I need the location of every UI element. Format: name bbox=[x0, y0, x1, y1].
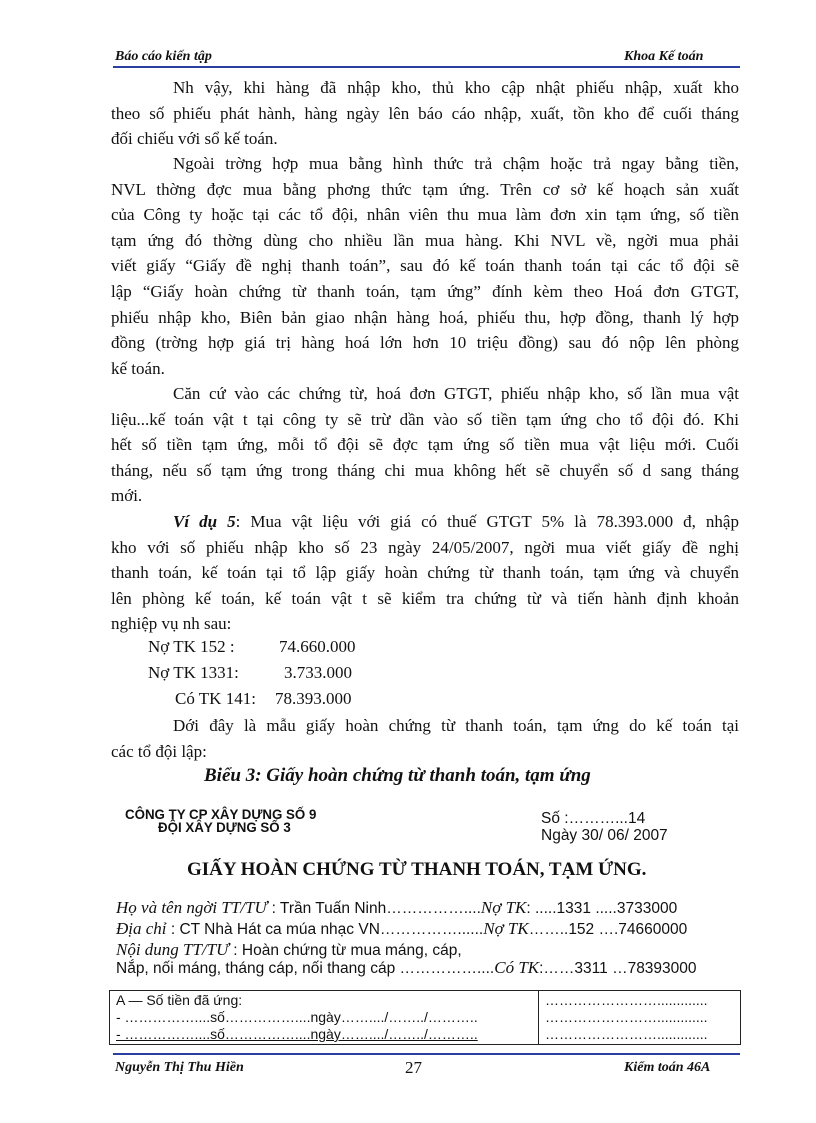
text-line: kho với số phiếu nhập kho số 23 ngày 24/05/2007, ngời mua viết giấy đề nghị bbox=[111, 537, 739, 557]
account-label: Nợ TK bbox=[480, 898, 527, 917]
text-line bbox=[111, 509, 739, 535]
account-value: :……3311 …78393000 bbox=[539, 960, 697, 977]
footer-author: Nguyễn Thị Thu Hiền bbox=[115, 1060, 244, 1075]
address-line bbox=[116, 919, 687, 939]
table-row bbox=[110, 991, 741, 1045]
field-label: Địa chỉ bbox=[116, 919, 167, 938]
page-number: 27 bbox=[405, 1058, 422, 1077]
entry-account: Nợ TK 1331: bbox=[148, 663, 239, 682]
text-line: Nh vậy, khi hàng đã nhập kho, thủ kho cập nhật phiếu nhập, xuất kho bbox=[173, 78, 739, 97]
text-line: hết số tiền tạm ứng, mỗi tổ đội sẽ đợc tạm ứng số tiền mua vật liệu mới. Cuối bbox=[111, 435, 739, 455]
account-label: Nợ TK bbox=[483, 919, 529, 938]
example-label: Ví dụ 5 bbox=[173, 512, 236, 531]
example-first-line: : Mua vật liệu với giá có thuế GTGT 5% là 78.393.000 đ, nhập bbox=[235, 512, 739, 531]
text-line: Căn cứ vào các chứng từ, hoá đơn GTGT, phiếu nhập kho, số lần mua vật bbox=[173, 384, 739, 403]
table-line: - ……………....số……………....ngày……..../……../……….. bbox=[116, 1026, 478, 1042]
field-value: : CT Nhà Hát ca múa nhạc VN……………...... bbox=[166, 921, 484, 938]
account-value: ……..152 ….74660000 bbox=[528, 921, 688, 938]
paragraph-2 bbox=[111, 151, 739, 381]
account-label: Có TK bbox=[494, 958, 540, 977]
form-title: GIẤY HOÀN CHỨNG TỪ THANH TOÁN, TẠM ỨNG. bbox=[187, 859, 647, 880]
section-title: Biểu 3: Giấy hoàn chứng từ thanh toán, tạm ứng bbox=[204, 765, 591, 786]
text-line: Dới đây là mẫu giấy hoàn chứng từ thanh toán, tạm ứng do kế toán tại bbox=[173, 716, 739, 735]
entry-account: Nợ TK 152 : bbox=[148, 637, 235, 656]
payer-name-line bbox=[116, 898, 677, 918]
field-value: : Hoàn chứng từ mua máng, cáp, bbox=[228, 942, 462, 959]
text-line: tạm ứng đó thờng dùng cho nhiều lần mua hàng. Khi NVL về, ngời mua phải bbox=[111, 230, 739, 250]
account-value: : .....1331 .....3733000 bbox=[526, 900, 678, 917]
entry-amount: 78.393.000 bbox=[275, 689, 352, 708]
text-line: phiếu nhập kho, Biên bản giao nhận hàng hoá, phiếu thu, hợp đồng, thanh lý hợp bbox=[111, 307, 739, 327]
text-line: Ngoài trờng hợp mua bằng hình thức trả chậm hoặc trả ngay bằng tiền, bbox=[173, 154, 739, 173]
team-name: ĐỘI XÂY DỰNG SỐ 3 bbox=[158, 819, 291, 835]
text-line: đồng (trờng hợp giá trị hàng hoá lớn hơn 10 triệu đồng) sau đó nộp lên phòng bbox=[111, 333, 739, 353]
text-line: liệu...kế toán vật t tại công ty sẽ trừ dần vào số tiền tạm ứng cho tổ đội đó. Khi bbox=[111, 409, 739, 429]
text-line: nghiệp vụ nh sau: bbox=[111, 614, 232, 634]
text-line: theo số phiếu phát hành, hàng ngày lên báo cáo nhập, xuất, tồn kho để cuối tháng bbox=[111, 103, 739, 123]
paragraph-4 bbox=[111, 713, 739, 764]
advance-table bbox=[109, 990, 741, 1045]
header-right: Khoa Kế toán bbox=[624, 49, 704, 64]
field-label: Họ và tên ngời TT/TƯ bbox=[116, 898, 268, 917]
field-value: Nắp, nối máng, tháng cáp, nối thang cáp …………….... bbox=[116, 960, 495, 977]
form-number: Số :………...14 bbox=[541, 810, 646, 827]
table-line: ……………………............. bbox=[545, 1026, 708, 1042]
table-line: - ……………....số……………....ngày……..../……../……….. bbox=[116, 1009, 478, 1025]
text-line: đối chiếu với sổ kế toán. bbox=[111, 129, 278, 149]
table-line: ……………………............. bbox=[545, 992, 708, 1008]
header-left: Báo cáo kiến tập bbox=[115, 49, 212, 64]
table-cell bbox=[110, 991, 539, 1045]
table-line: ……………………............. bbox=[545, 1009, 708, 1025]
text-line: tháng, nếu số tạm ứng trong tháng chi mua không hết sẽ chuyển số d sang tháng bbox=[111, 460, 739, 480]
form-date: Ngày 30/ 06/ 2007 bbox=[541, 827, 668, 844]
entry-amount: 3.733.000 bbox=[284, 663, 352, 682]
footer-rule bbox=[113, 1053, 740, 1055]
paragraph-1 bbox=[111, 75, 739, 152]
text-line: mới. bbox=[111, 486, 143, 506]
text-line: lên phòng kế toán, kế toán vật t sẽ kiểm tra chứng từ và tiến hành định khoản bbox=[111, 588, 739, 608]
entry-account: Có TK 141: bbox=[175, 689, 256, 708]
field-value: : Trần Tuấn Ninh…………….... bbox=[267, 900, 481, 917]
table-line: A — Số tiền đã ứng: bbox=[116, 992, 243, 1008]
text-line: lập “Giấy hoàn chứng từ thanh toán, tạm ứng” đính kèm theo Hoá đơn GTGT, bbox=[111, 281, 739, 301]
example-paragraph bbox=[111, 509, 739, 637]
entry-amount: 74.660.000 bbox=[279, 637, 356, 656]
table-cell bbox=[539, 991, 741, 1045]
text-line: kế toán. bbox=[111, 358, 165, 378]
text-line: các tổ đội lập: bbox=[111, 741, 207, 761]
company-name: CÔNG TY CP XÂY DỰNG SỐ 9 bbox=[125, 806, 317, 822]
content-line bbox=[116, 940, 462, 960]
header-rule bbox=[113, 66, 740, 68]
text-line: viết giấy “Giấy đề nghị thanh toán”, sau đó kế toán thanh toán tại các tổ đội sẽ bbox=[111, 256, 739, 276]
footer-class: Kiểm toán 46A bbox=[624, 1060, 711, 1075]
paragraph-3 bbox=[111, 381, 739, 509]
text-line: NVL thờng đợc mua bằng phơng thức tạm ứng. Trên cơ sở kế hoạch sản xuất bbox=[111, 179, 739, 199]
text-line: của Công ty hoặc tại các tổ đội, nhân viên thu mua làm đơn xin tạm ứng, số tiền bbox=[111, 205, 739, 225]
field-label: Nội dung TT/TƯ bbox=[116, 940, 229, 959]
text-line: thanh toán, kế toán tại tổ lập giấy hoàn chứng từ thanh toán, tạm ứng và chuyển bbox=[111, 563, 739, 583]
content-continued-line bbox=[116, 958, 697, 978]
